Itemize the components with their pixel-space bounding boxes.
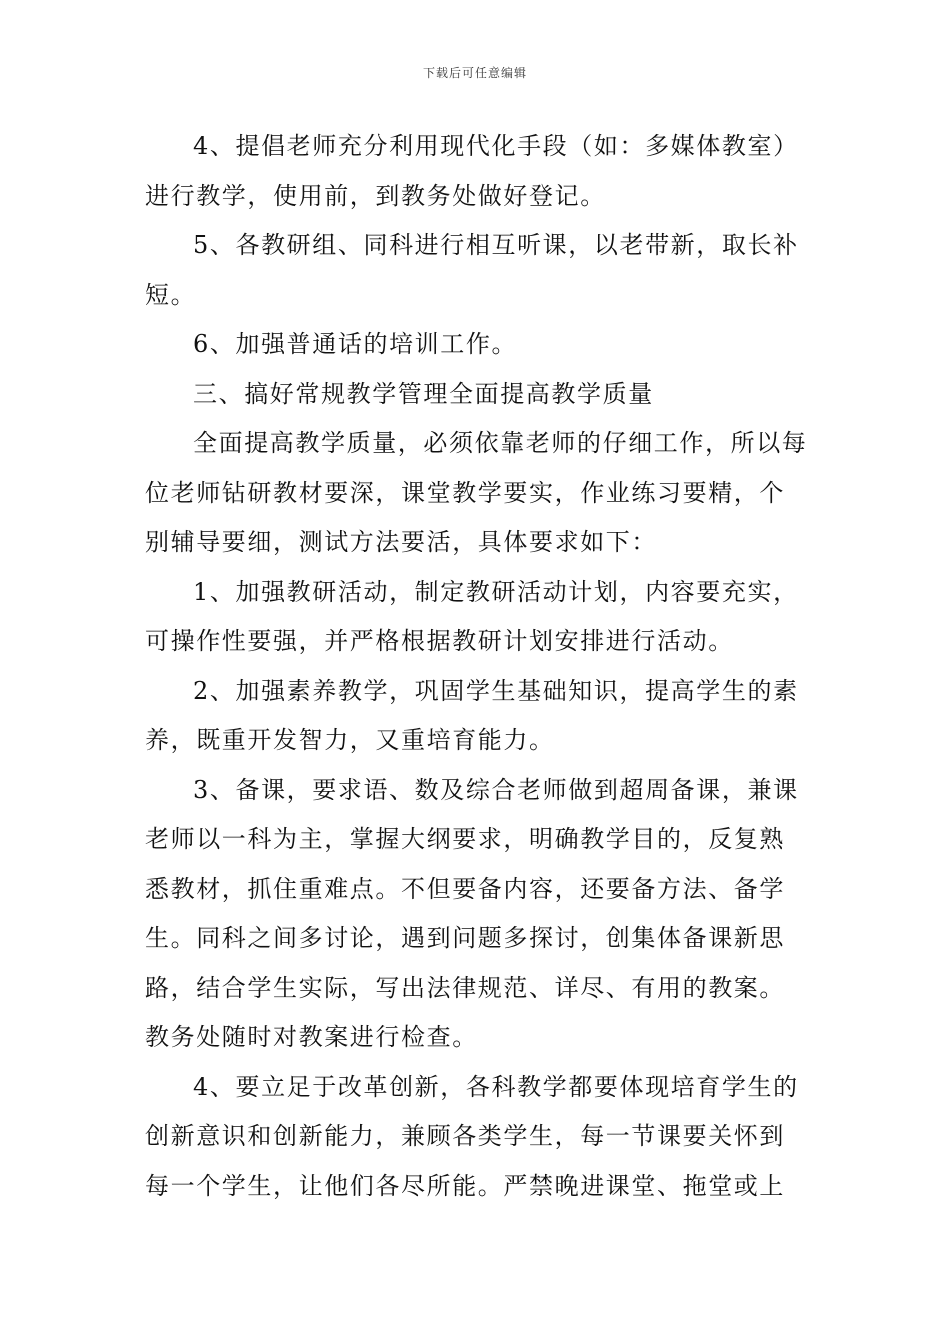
paragraph-item-4-innovation: 4、要立足于改革创新，各科教学都要体现培育学生的创新意识和创新能力，兼顾各类学生，每一节课要关怀到每一个学生，让他们各尽所能。严禁晚进课堂、拖堂或上 bbox=[145, 1072, 799, 1200]
paragraph-item-6-mandarin-training: 6、加强普通话的培训工作。 bbox=[193, 330, 518, 358]
paragraph-item-3-lesson-prep: 3、备课，要求语、数及综合老师做到超周备课，兼课老师以一科为主，掌握大纲要求，明确教学目的，反复熟悉教材，抓住重难点。不但要备内容，还要备方法、备学生。同科之间多讨论，遇到问题多探讨，创集体备课新思路，结合学生实际，写出法律规范、详尽、有用的教案。教务处随时对教案进行检查。 bbox=[145, 775, 799, 1051]
paragraph-item-4-multimedia: 4、提倡老师充分利用现代化手段（如：多媒体教室）进行教学，使用前，到教务处做好登记。 bbox=[145, 132, 799, 210]
page-header: 下载后可任意编辑 bbox=[422, 66, 527, 80]
paragraph-item-1-research: 1、加强教研活动，制定教研活动计划，内容要充实，可操作性要强，并严格根据教研计划安排进行活动。 bbox=[145, 577, 799, 655]
paragraph-item-2-literacy: 2、加强素养教学，巩固学生基础知识，提高学生的素养，既重开发智力，又重培育能力。 bbox=[145, 676, 799, 754]
paragraph-item-5-peer-observation: 5、各教研组、同科进行相互听课，以老带新，取长补短。 bbox=[145, 231, 799, 309]
section-heading-three: 三、搞好常规教学管理全面提高教学质量 bbox=[193, 379, 654, 408]
document-body bbox=[145, 122, 810, 1211]
paragraph-quality-intro: 全面提高教学质量，必须依靠老师的仔细工作，所以每位老师钻研教材要深，课堂教学要实，作业练习要精，个别辅导要细，测试方法要活，具体要求如下： bbox=[145, 429, 808, 556]
